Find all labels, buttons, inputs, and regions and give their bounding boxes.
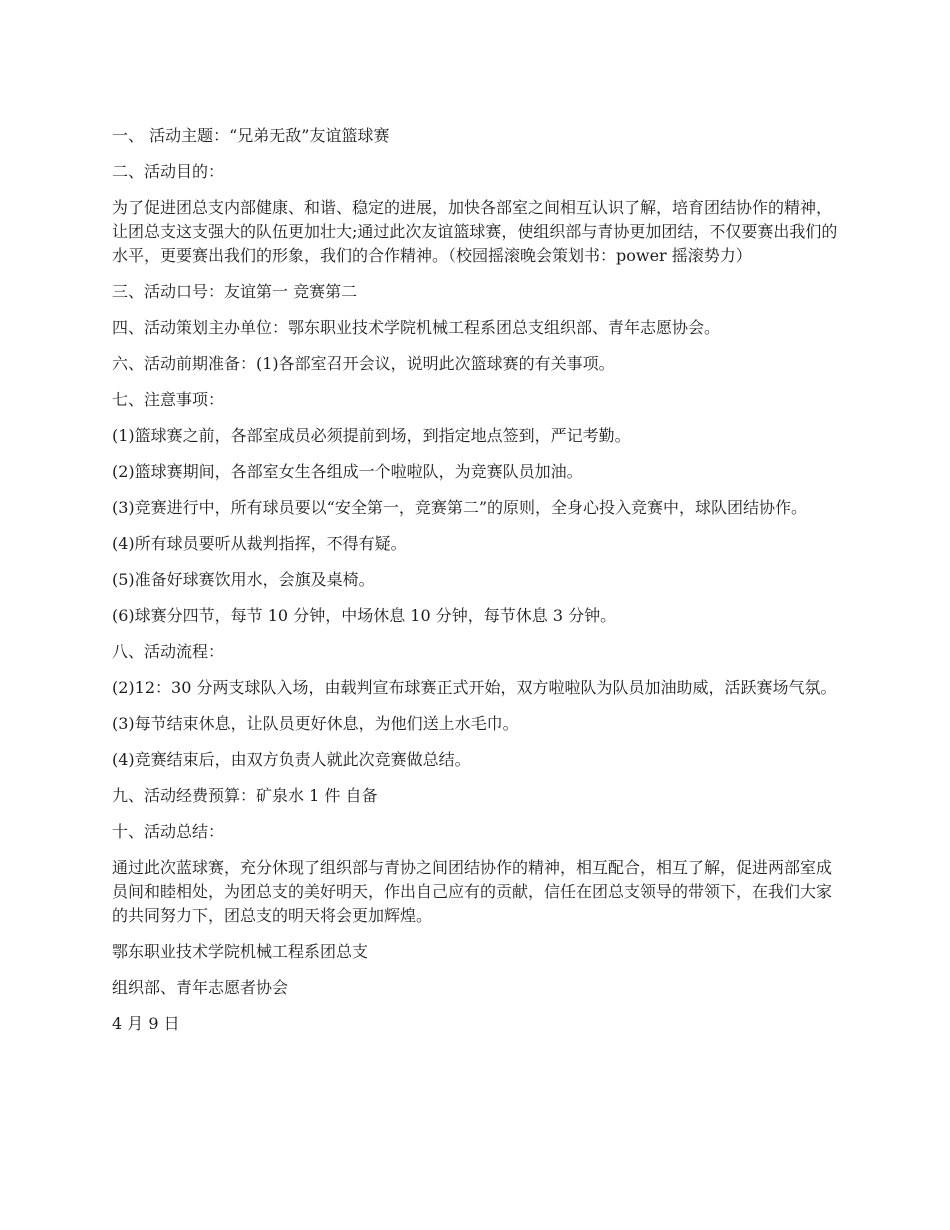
notice-item-6: (6)球赛分四节，每节 10 分钟，中场休息 10 分钟，每节休息 3 分钟。: [112, 606, 617, 625]
section-8-heading: 八、活动流程：: [112, 642, 225, 661]
notice-item-3: (3)竞赛进行中，所有球员要以“安全第一，竞赛第二”的原则，全身心投入竞赛中，球队团结协作。: [112, 498, 808, 517]
section-6-preparation: 六、活动前期准备：(1)各部室召开会议，说明此次篮球赛的有关事项。: [112, 354, 615, 373]
notice-item-2: (2)篮球赛期间，各部室女生各组成一个啦啦队，为竞赛队员加油。: [112, 462, 583, 481]
section-1-theme: 一、 活动主题：“兄弟无敌”友谊篮球赛: [112, 126, 390, 145]
section-4-organizer: 四、活动策划主办单位：鄂东职业技术学院机械工程系团总支组织部、青年志愿协会。: [112, 318, 721, 337]
process-item-3: (3)每节结束休息，让队员更好休息，为他们送上水毛巾。: [112, 714, 519, 733]
section-2-heading: 二、活动目的：: [112, 162, 225, 181]
section-7-heading: 七、注意事项：: [112, 390, 225, 409]
process-item-4: (4)竞赛结束后，由双方负责人就此次竞赛做总结。: [112, 750, 471, 769]
signature-department: 鄂东职业技术学院机械工程系团总支: [112, 942, 369, 961]
process-item-2: (2)12：30 分两支球队入场，由载判宣布球赛正式开始，双方啦啦队为队员加油助威，活跃赛场气氛。: [112, 678, 837, 697]
notice-item-1: (1)篮球赛之前，各部室成员必须提前到场，到指定地点签到，严记考勤。: [112, 426, 631, 445]
document-body: [112, 124, 847, 1048]
section-2-body: 为了促进团总支内部健康、和谐、稳定的进展，加快各部室之间相互认识了解，培育团结协作的精神，让团总支这支强大的队伍更加壮大;通过此次友谊篮球赛，使组织部与青协更加团结，不仅要赛出我们的水平，更要赛出我们的形象，我们的合作精神。（校园摇滚晚会策划书：power 摇滚势力）: [112, 198, 838, 265]
notice-item-5: (5)准备好球赛饮用水，会旗及桌椅。: [112, 570, 375, 589]
notice-item-4: (4)所有球员要听从裁判指挥，不得有疑。: [112, 534, 407, 553]
signature-date: 4 月 9 日: [112, 1014, 180, 1033]
signature-organizations: 组织部、青年志愿者协会: [112, 978, 289, 997]
section-3-slogan: 三、活动口号：友谊第一 竞赛第二: [112, 282, 358, 301]
section-10-heading: 十、活动总结：: [112, 822, 225, 841]
section-9-budget: 九、活动经费预算：矿泉水 1 件 自备: [112, 786, 378, 805]
section-10-body: 通过此次蓝球赛，充分休现了组织部与青协之间团结协作的精神，相互配合，相互了解，促进两部室成员间和睦相处，为团总支的美好明天，作出自己应有的贡献，信任在团总支领导的带领下，在我们大家的共同努力下，团总支的明天将会更加辉煌。: [112, 858, 833, 925]
